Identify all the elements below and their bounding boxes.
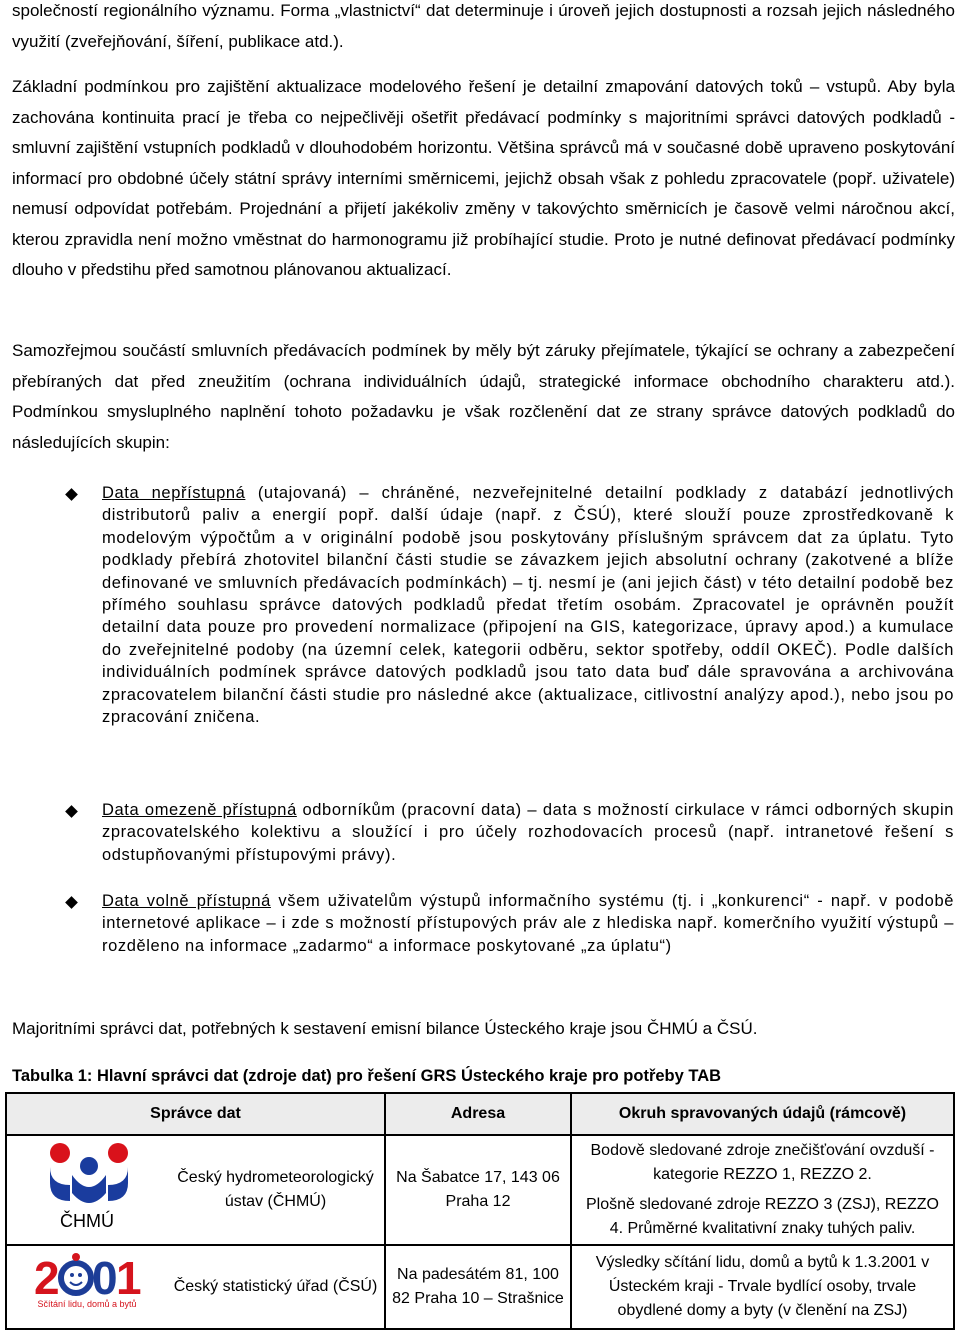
admin-scope [571, 1245, 954, 1329]
data-admins-table [5, 1092, 955, 1330]
bullet-item-public-data [102, 890, 954, 957]
bullet-text: odborníkům (pracovní data) – data s možností cirkulace v rámci odborných skupin zpracovatelského kolektivu a sloužící i pro účely rozhodovacích procesů (např. intranetové řešení s odstupňovanými přístupovými právy). [102, 801, 954, 864]
scope-line: Bodově sledované zdroje znečišťování ovzduší - kategorie REZZO 1, REZZO 2. [590, 1142, 935, 1183]
header-scope: Okruh spravovaných údajů (rámcově) [571, 1093, 954, 1135]
bullet-diamond-icon [65, 805, 78, 818]
paragraph-data-flows: Základní podmínkou pro zajištění aktualizace modelového řešení je detailní zmapování datových toků – vstupů. Aby byla zachována kontinuita prací je třeba co nejpečlivěji ošetřit předávací podmínky s majoritními správci datových podkladů - smluvní zajištění vstupních podkladů v dlouhodobém horizontu. Většina správců má v současné době upraveno poskytování informací pro obdobné účely státní správy interními směrnicemi, jejichž obsah však z pohledu zpracovatele (popř. uživatele) nemusí odpovídat potřebám. Projednání a přijetí jakékoliv změny v takovýchto směrnicích je časově velmi náročnou akcí, kterou zpravidla není možno vměstnat do harmonogramu již probíhající studie. Proto je nutné definovat předávací podmínky dlouho v předstihu před samotnou plánovanou aktualizací. [12, 77, 955, 279]
census-2001-logo [32, 1248, 142, 1318]
admin-address: Na padesátém 81, 100 82 Praha 10 – Strašnice [385, 1245, 571, 1329]
table-row [6, 1135, 954, 1245]
admin-name: Český hydrometeorologický ústav (ČHMÚ) [167, 1135, 385, 1245]
table-caption: Tabulka 1: Hlavní správci dat (zdroje dat) pro řešení GRS Ústeckého kraje pro potřeby TAB [12, 1067, 722, 1085]
paragraph-protection: Samozřejmou součástí smluvních předávacích podmínek by měly být záruky přejímatele, týkající se ochrany a zabezpečení přebíraných dat před zneužitím (ochrana individuálních údajů, strategické informace obchodního charakteru atd.). Podmínkou smysluplného naplnění tohoto požadavku je však rozčlenění dat ze strany správce datových podkladů do následujících skupin: [12, 341, 955, 452]
chmu-logo [32, 1139, 142, 1233]
admin-address: Na Šabatce 17, 143 06 Praha 12 [385, 1135, 571, 1245]
bullet-text: všem uživatelům výstupů informačního systému (tj. i „konkurenci“ - např. v podobě internetové aplikace – i zde s možností přístupových práv ale z hlediska např. komerčního využití výstupů – rozděleno na informace „zadarmo“ a informace poskytované „za úplatu“) [102, 892, 954, 955]
admin-name: Český statistický úřad (ČSÚ) [167, 1245, 385, 1329]
header-address: Adresa [385, 1093, 571, 1135]
census-logo-subtext: Sčítání lidu, domů a bytů [37, 1299, 137, 1309]
census-logo-cell [6, 1245, 167, 1329]
svg-text:2: 2 [34, 1252, 60, 1304]
bullet-term: Data volně přístupná [102, 892, 271, 910]
bullet-term: Data nepřístupná [102, 484, 246, 502]
bullet-term: Data omezeně přístupná [102, 801, 297, 819]
chmu-logo-text: ČHMÚ [60, 1211, 114, 1231]
bullet-item-inaccessible-data [102, 482, 954, 728]
bullet-diamond-icon [65, 488, 78, 501]
scope-line: Plošně sledované zdroje REZZO 3 (ZSJ), REZZO 4. Průměrné kvalitativní znaky tuhých paliv. [586, 1196, 939, 1237]
paragraph-majority-admins: Majoritními správci dat, potřebných k sestavení emisní bilance Ústeckého kraje jsou ČHMÚ a ČSÚ. [12, 1019, 758, 1038]
table-header-row [6, 1093, 954, 1135]
scope-line: Výsledky sčítání lidu, domů a bytů k 1.3.2001 v Ústeckém kraji - Trvale bydlící osoby, trvale obydlené domy a byty (v členění na ZSJ) [595, 1254, 930, 1319]
bullet-diamond-icon [65, 896, 78, 909]
chmu-logo-cell [6, 1135, 167, 1245]
bullet-text: (utajovaná) – chráněné, nezveřejnitelné detailní podklady z databází jednotlivých distributorů paliv a energií popř. další údaje (např. z ČSÚ), které slouží pouze zprostředkovaně k modelovým výpočtům a v originální podobě jsou poskytovány příslušným správcem dat za úplatu. Tyto podklady přebírá zhotovitel bilanční části studie se závazkem jejich absolutní ochrany (zakotvené a blíže definované ve smluvních předávacích podmínkách) – tj. nesmí je (ani jejich část) v této detailní podobě bez přímého souhlasu správce datových podkladů předat třetím osobám. Zpracovatel je oprávněn použít detailní data pouze pro provedení normalizace (připojení na GIS, kategorizace, úpravy apod.) a kumulace do zveřejnitelné podoby (na územní celek, kategorii odběru, sektor spotřeby, oddíl OKEČ). Podle dalších individuálních podmínek správce datových podkladů jsou tato data buď dále spravována a archivována zpracovatelem bilanční části studie pro následné akce (aktualizace, citlivostní analýzy apod.), nebo jsou po zpracování zničena. [102, 484, 955, 727]
paragraph-intro-continuation: společností regionálního významu. Forma „vlastnictví“ dat determinuje i úroveň jejich dostupnosti a rozsah jejich následného využití (zveřejňování, šíření, publikace atd.). [12, 1, 955, 51]
svg-text:0: 0 [92, 1252, 118, 1304]
header-admin: Správce dat [6, 1093, 385, 1135]
table-row [6, 1245, 954, 1329]
svg-text:1: 1 [116, 1252, 142, 1304]
admin-scope [571, 1135, 954, 1245]
bullet-item-limited-data [102, 799, 954, 866]
